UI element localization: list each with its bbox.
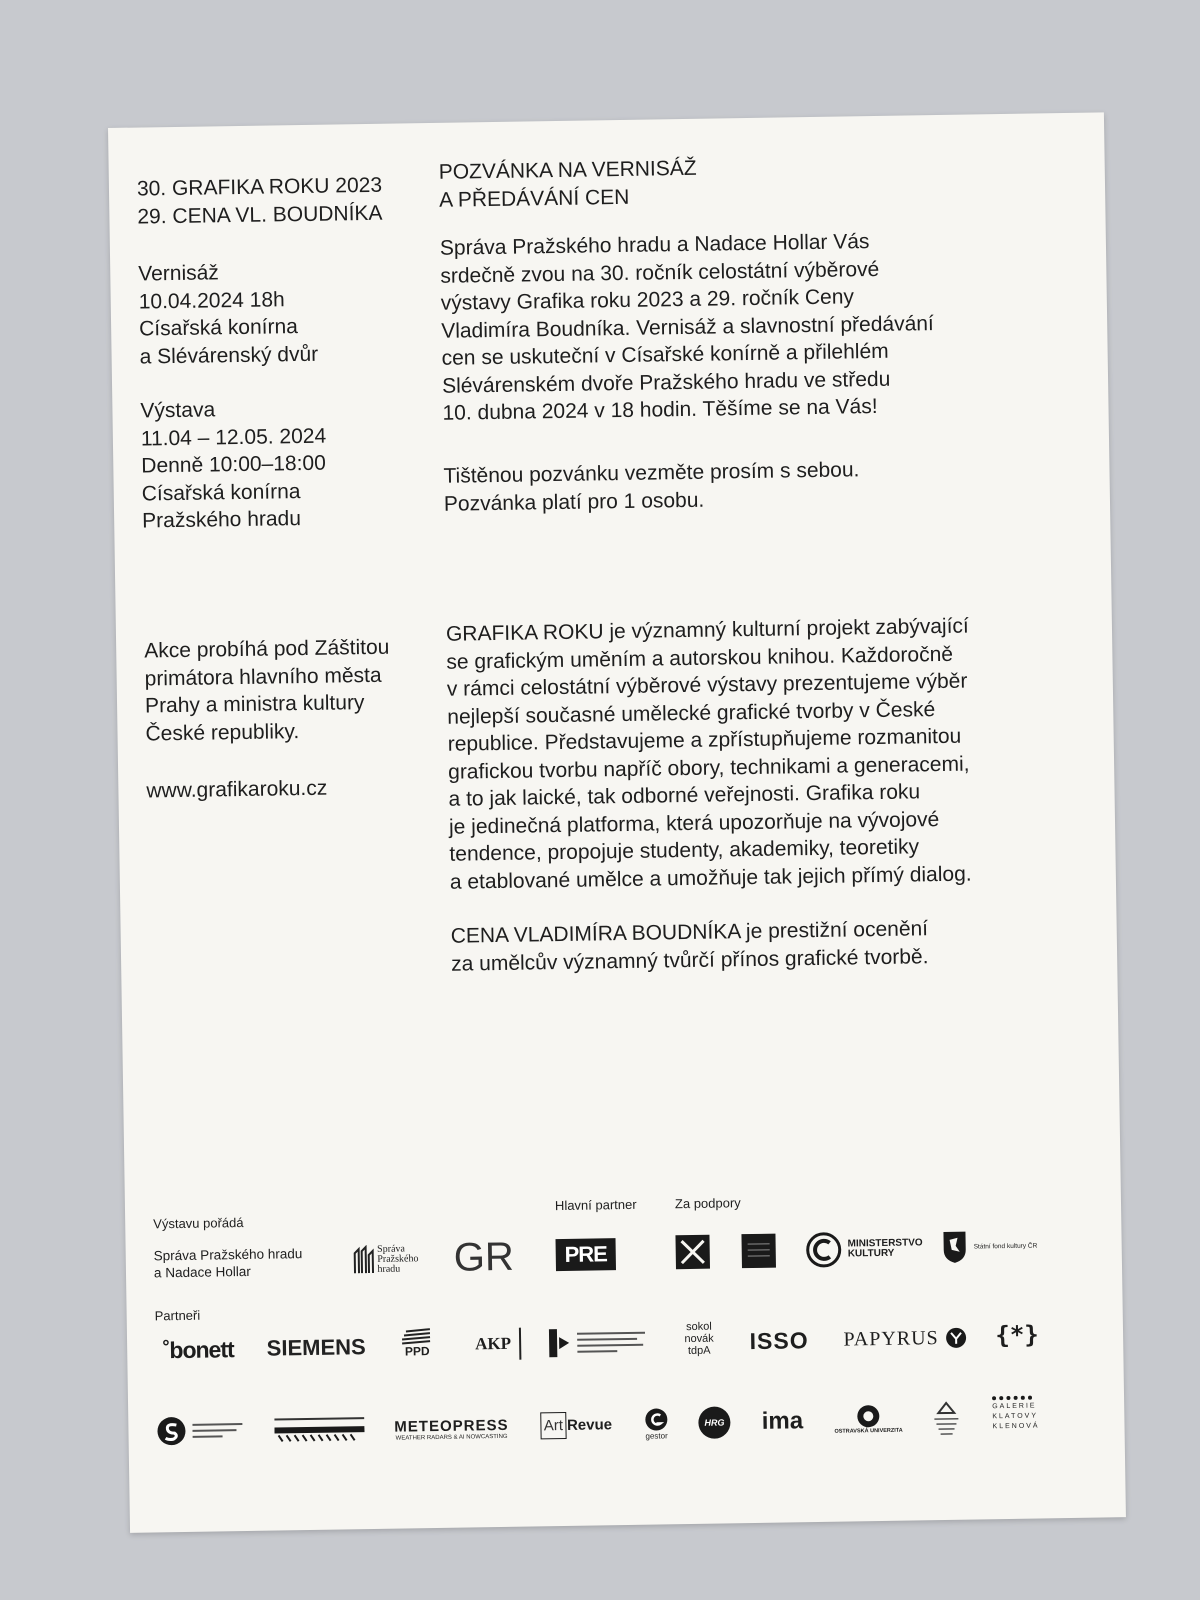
organizer-line-2: a Nadace Hollar (153, 1263, 251, 1281)
text-line: nejlepší současné umělecké grafické tvorby v České (447, 697, 936, 729)
text-line: republice. Představujeme a zpřístupňujeme rozmanitou (447, 724, 962, 756)
gr-logo: GR (453, 1234, 515, 1280)
curly-star-logo: {*} (995, 1320, 1039, 1350)
text-line: Akce probíhá pod Záštitou (144, 635, 390, 663)
text-line: CENA VLADIMÍRA BOUDNÍKA je prestižní ocenění (450, 917, 929, 948)
ppd-logo (395, 1319, 440, 1368)
castle-icon (352, 1245, 374, 1275)
gestor-emblem-icon (644, 1407, 668, 1431)
text-line: primátora hlavního města (144, 663, 382, 690)
sokol-novak-logo: sokol novák tdpA (684, 1320, 714, 1358)
siemens-logo: SIEMENS (266, 1334, 366, 1361)
text-line: tendence, propojuje studenty, akademiky, teoretiky (449, 835, 920, 866)
invitation-note (443, 456, 860, 518)
partners-label: Partneři (154, 1307, 201, 1324)
ministry-logo-text: MINISTERSTVO KULTURY (847, 1237, 923, 1260)
invitation-text (440, 226, 1023, 428)
exhibition-dates: 11.04 – 12.05. 2024 (140, 424, 327, 451)
text-line: se grafickým uměním a autorskou knihou. Každoročně (446, 642, 954, 674)
text-line: Správa Pražského hradu a Nadace Hollar Vás (439, 230, 870, 260)
artrevue-logo-revue: Revue (566, 1415, 613, 1434)
ppd-stripes-icon (400, 1328, 434, 1345)
galerie-klatovy-text: GALERIE KLATOVY KLENOVÁ (992, 1396, 1033, 1433)
organizer-name (154, 1245, 303, 1281)
exhibition-hours: Denně 10:00–18:00 (141, 451, 326, 478)
sprava-hradu-logo (352, 1241, 427, 1278)
gestor-logo (640, 1403, 673, 1443)
ministerstvo-kultury-logo (805, 1229, 926, 1269)
support-label: Za podpory (674, 1195, 741, 1212)
meteopress-logo-text: METEOPRESS (394, 1416, 509, 1436)
grid-icon (746, 1238, 772, 1264)
isso-logo: ISSO (749, 1326, 809, 1354)
text-line: Tištěnou pozvánku vezměte prosím s sebou. (443, 458, 860, 488)
text-line: České republiky. (145, 719, 300, 745)
bonett-logo: ˚bonett (162, 1335, 234, 1363)
text-line: v rámci celostátní výběrové výstavy prezentujeme výběr (446, 669, 968, 701)
text-line: je jedinečná platforma, která upozorňuje na vývojové (448, 807, 940, 839)
text-line: za umělcův významný tvůrčí přínos grafické tvorbě. (450, 944, 929, 976)
exhibition-label: Výstava (140, 398, 216, 423)
statni-fond-logo (941, 1225, 1052, 1267)
text-line: grafickou tvorbu napříč obory, technikami a generacemi, (447, 752, 970, 784)
sutnar-nadace-logo (156, 1412, 247, 1449)
meteopress-logo (392, 1410, 511, 1448)
papyrus-logo-text: PAPYRUS (843, 1326, 939, 1351)
pamatnik-emblem-icon (930, 1399, 963, 1437)
pre-logo: PRE (556, 1238, 616, 1271)
text-line: GRAFIKA ROKU je významný kulturní projekt zabývající (445, 614, 969, 646)
invitation-heading (439, 155, 698, 214)
event-info (138, 258, 328, 535)
university-faculty-logo (547, 1324, 652, 1362)
gestor-logo-text: gestor (645, 1430, 668, 1441)
organizer-line-1: Správa Pražského hradu (153, 1246, 303, 1264)
akp-logo: AKP (467, 1328, 521, 1361)
ima-logo: ima (761, 1407, 804, 1435)
website-url (146, 775, 327, 805)
event-title-line-1: 30. GRAFIKA ROKU 2023 (136, 173, 383, 201)
main-partner-label: Hlavní partner (554, 1196, 637, 1214)
event-title (137, 172, 383, 231)
text-line: a to jak laické, tak odborné veřejnosti. Grafika roku (448, 780, 921, 811)
hatch-pattern-icon (274, 1414, 364, 1443)
text-line: srdečně zvou na 30. ročník celostátní výběrové (440, 257, 880, 288)
cross-icon (679, 1238, 707, 1266)
text-line: Pozvánka platí pro 1 osobu. (443, 488, 705, 516)
vernisage-datetime: 10.04.2024 18h (138, 287, 285, 314)
text-line: Vladimíra Boudníka. Vernisáž a slavnostní předávání (441, 311, 934, 343)
invitation-card (108, 112, 1126, 1532)
text-line: výstavy Grafika roku 2023 a 29. ročník Ceny (440, 285, 855, 315)
artrevue-logo-art: Art (541, 1411, 567, 1438)
vernisage-place-1: Císařská konírna (138, 315, 299, 341)
university-hatch-logo (272, 1412, 366, 1445)
statni-fond-text: Státní fond kultury ČR (973, 1242, 1038, 1251)
about-text (446, 611, 1070, 896)
lion-emblem-icon (941, 1230, 968, 1264)
galerie-klatovy-logo (990, 1392, 1040, 1437)
organizer-label: Výstavu pořádá (153, 1215, 244, 1232)
invitation-heading-line-2: A PŘEDÁVÁNÍ CEN (438, 185, 630, 212)
patronage-text (144, 633, 436, 748)
papyrus-logo (843, 1321, 968, 1357)
prize-text (451, 913, 1072, 978)
city-grid-logo (741, 1234, 776, 1269)
ppd-logo-text: PPD (404, 1344, 430, 1359)
text-line: a etablované umělce a umožňuje tak jejich přímý dialog. (449, 862, 972, 894)
sutnar-text-lines-icon (192, 1420, 244, 1441)
artrevue-logo (534, 1408, 618, 1441)
ostravska-univerzita-logo (832, 1398, 905, 1441)
ministry-emblem-icon (805, 1232, 842, 1269)
meteopress-logo-subtext: WEATHER RADARS & AI NOWCASTING (395, 1433, 508, 1442)
faculty-emblem-icon (547, 1327, 571, 1359)
text-line: 10. dubna 2024 v 18 hodin. Těšíme se na Vás! (442, 394, 878, 425)
invitation-heading-line-1: POZVÁNKA NA VERNISÁŽ (438, 156, 697, 184)
exhibition-place-1: Císařská konírna (141, 479, 301, 506)
exhibition-place-2: Pražského hradu (141, 507, 302, 533)
praha-logo (675, 1235, 710, 1270)
sprava-hradu-logo-text: Správa Pražského hradu (377, 1243, 419, 1275)
hrg-logo: HRG (698, 1406, 730, 1438)
event-title-line-2: 29. CENA VL. BOUDNÍKA (137, 201, 383, 229)
text-line: Prahy a ministra kultury (144, 691, 365, 718)
faculty-text-lines-icon (577, 1330, 647, 1355)
pamatnik-logo (928, 1397, 965, 1440)
sutnar-emblem-icon (156, 1416, 186, 1446)
text-line: cen se uskuteční v Císařské konírně a přilehlém (441, 339, 889, 370)
ostravska-emblem-icon (856, 1404, 880, 1428)
text-line: Slévárenském dvoře Pražského hradu ve středu (441, 367, 891, 398)
vernisage-place-2: a Slévárenský dvůr (139, 342, 319, 369)
ostravska-logo-text: OSTRAVSKÁ UNIVERZITA (834, 1427, 903, 1435)
vernisage-label: Vernisáž (138, 261, 220, 286)
website-text: www.grafikaroku.cz (146, 776, 328, 803)
papyrus-circle-icon (945, 1327, 967, 1349)
